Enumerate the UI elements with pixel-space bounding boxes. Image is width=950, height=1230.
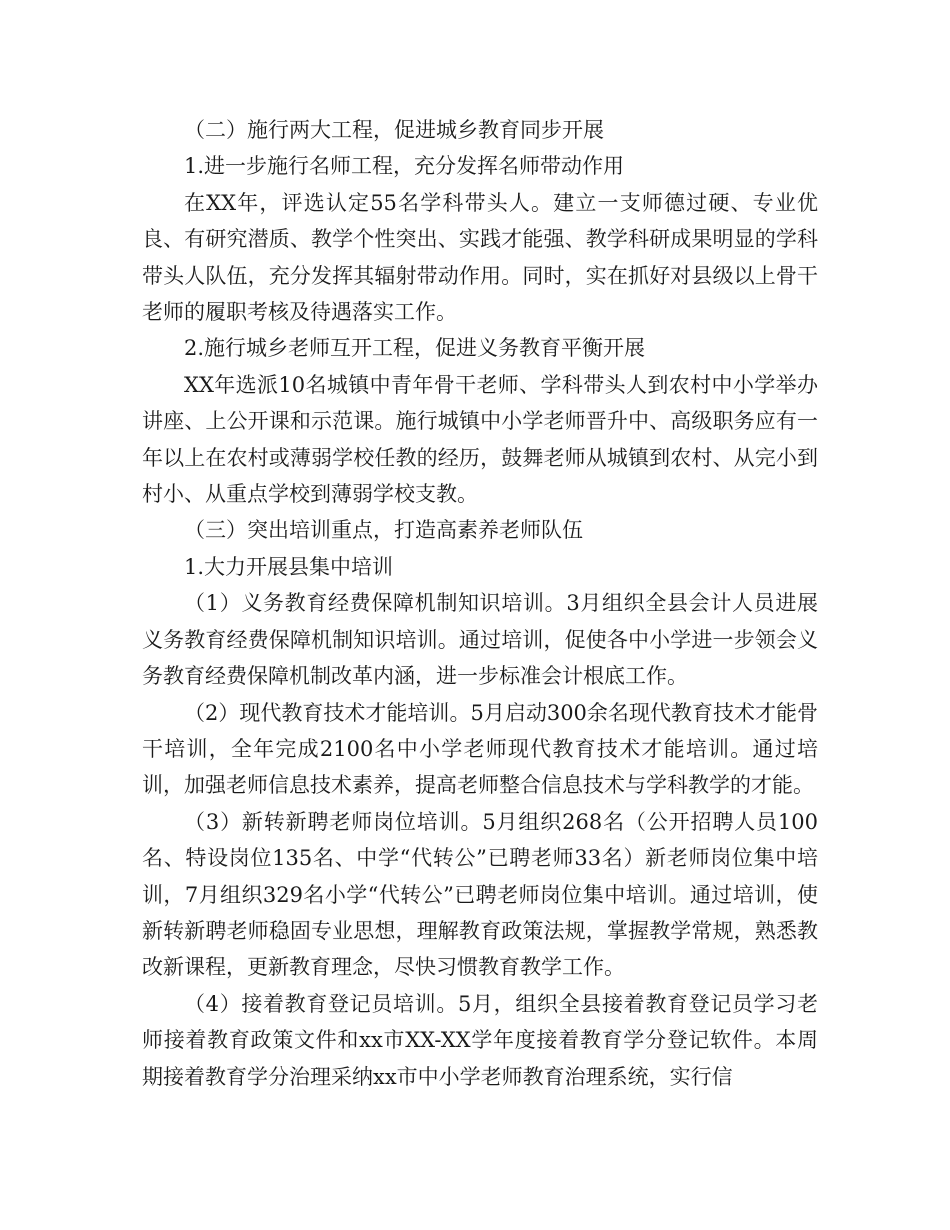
subsection-heading-3-1: 1.大力开展县集中培训 [184,554,394,579]
paragraph-training-2: （2）现代教育技术才能培训。5月启动300余名现代教育技术才能骨干培训，全年完成2100名中小学老师现代教育技术才能培训。通过培训，加强老师信息技术素养，提高老师整合信息技术与学科教学的才能。 [142,700,818,798]
document-body [142,112,818,1095]
paragraph-training-1: （1）义务教育经费保障机制知识培训。3月组织全县会计人员进展义务教育经费保障机制知识培训。通过培训，促使各中小学进一步领会义务教育经费保障机制改革内涵，进一步标准会计根底工作。 [142,591,818,689]
section-heading-3: （三）突出培训重点，打造高素养老师队伍 [184,518,583,543]
paragraph-training-3: （3）新转新聘老师岗位培训。5月组织268名（公开招聘人员100名、特设岗位135名、中学“代转公”已聘老师33名）新老师岗位集中培训，7月组织329名小学“代转公”已聘老师岗位集中培训。通过培训，使新转新聘老师稳固专业思想，理解教育政策法规，掌握教学常规，熟悉教改新课程，更新教育理念，尽快习惯教育教学工作。 [142,809,818,980]
section-heading-2: （二）施行两大工程，促进城乡教育同步开展 [184,118,604,142]
subsection-heading-2-1: 1.进一步施行名师工程，充分发挥名师带动作用 [184,154,625,179]
paragraph-famous-teacher: 在XX年，评选认定55名学科带头人。建立一支师德过硬、专业优良、有研究潜质、教学个性突出、实践才能强、教学科研成果明显的学科带头人队伍，充分发挥其辐射带动作用。同时，实在抓好对县级以上骨干老师的履职考核及待遇落实工作。 [142,190,818,325]
subsection-heading-2-2: 2.施行城乡老师互开工程，促进义务教育平衡开展 [184,336,646,361]
paragraph-urban-rural: XX年选派10名城镇中青年骨干老师、学科带头人到农村中小学举办讲座、上公开课和示范课。施行城镇中小学老师晋升中、高级职务应有一年以上在农村或薄弱学校任教的经历，鼓舞老师从城镇到农村、从完小到村小、从重点学校到薄弱学校支教。 [142,372,818,507]
paragraph-training-4: （4）接着教育登记员培训。5月，组织全县接着教育登记员学习老师接着教育政策文件和xx市XX-XX学年度接着教育学分登记软件。本周期接着教育学分治理采纳xx市中小学老师教育治理系统，实行信 [142,991,818,1089]
